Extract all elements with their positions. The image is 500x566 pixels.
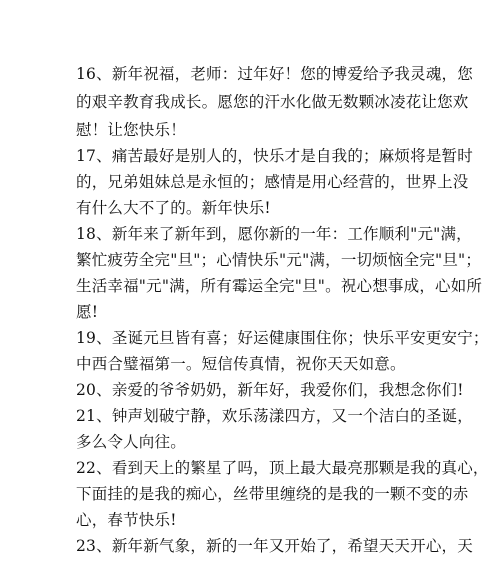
text-line: 23、新年新气象，新的一年又开始了，希望天天开心，天 (76, 537, 473, 555)
text-line: 16、新年祝福，老师：过年好！您的博爱给予我灵魂，您 (76, 65, 473, 83)
text-line: 下面挂的是我的痴心，丝带里缠绕的是我的一颗不变的赤 (76, 485, 469, 503)
text-line: 20、亲爱的爷爷奶奶，新年好，我爱你们，我想念你们! (76, 381, 464, 399)
text-line: 的，兄弟姐妹总是永恒的；感情是用心经营的，世界上没 (76, 173, 469, 191)
text-line: 22、看到天上的繁星了吗，顶上最大最亮那颗是我的真心， (76, 459, 489, 477)
text-line: 愿! (76, 303, 99, 321)
text-line: 有什么大不了的。新年快乐! (76, 199, 271, 217)
text-line: 慰！让您快乐！ (76, 121, 186, 139)
text-line: 17、痛苦最好是别人的，快乐才是自我的；麻烦将是暂时 (76, 147, 473, 165)
text-line: 中西合璧福第一。短信传真情，祝你天天如意。 (76, 355, 406, 373)
text-line: 多么令人向往。 (76, 433, 186, 451)
text-line: 生活幸福"元"满，所有霉运全完"旦"。祝心想事成，心如所 (76, 277, 483, 295)
text-line: 心，春节快乐! (76, 511, 177, 529)
text-line: 繁忙疲劳全完"旦"；心情快乐"元"满，一切烦恼全完"旦"； (76, 251, 482, 269)
text-line: 21、钟声划破宁静，欢乐荡漾四方，又一个洁白的圣诞， (76, 407, 473, 425)
text-line: 19、圣诞元旦皆有喜；好运健康围住你；快乐平安更安宁； (76, 329, 489, 347)
text-line: 18、新年来了新年到，愿你新的一年：工作顺利"元"满， (76, 225, 472, 243)
text-line: 的艰辛教育我成长。愿您的汗水化做无数颗冰凌花让您欢 (76, 93, 469, 111)
